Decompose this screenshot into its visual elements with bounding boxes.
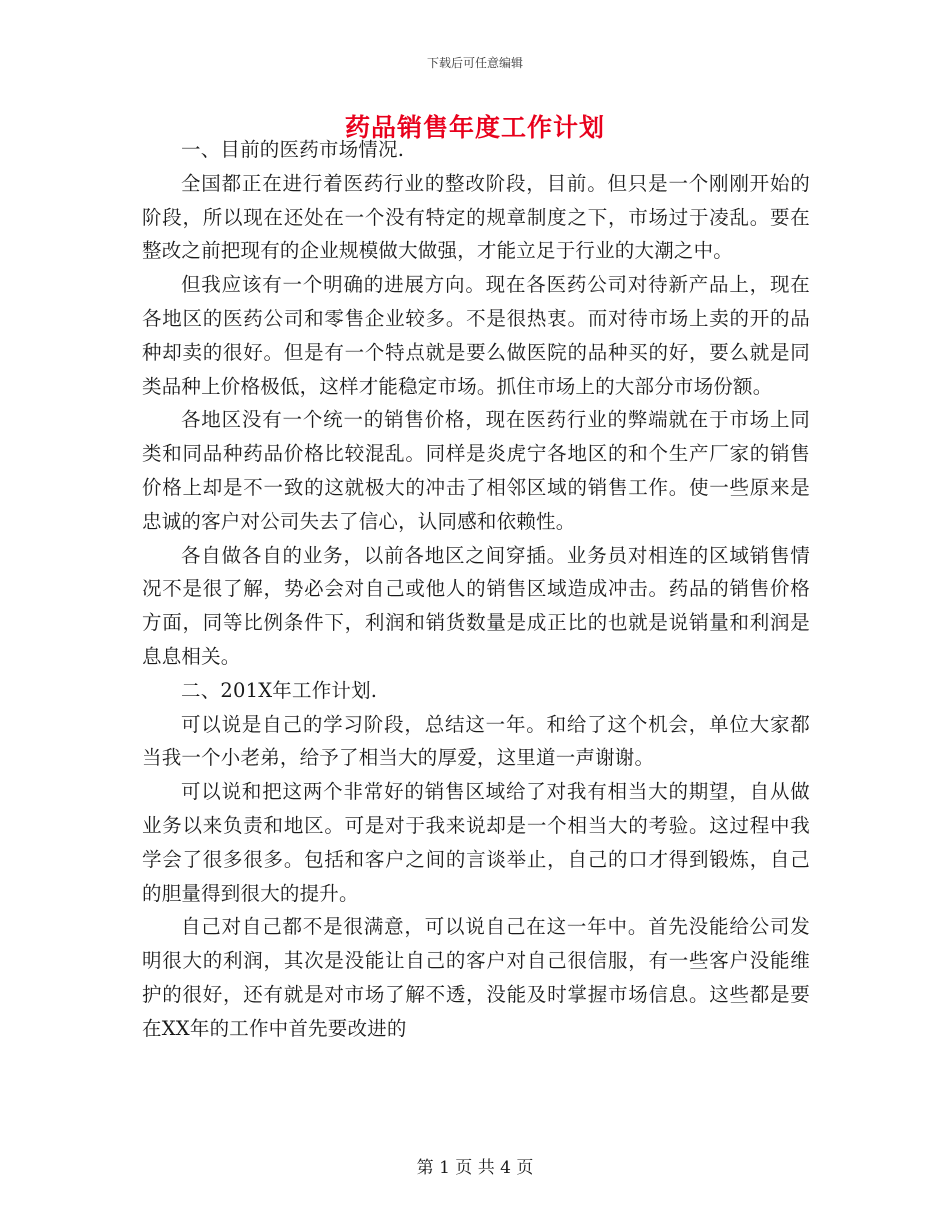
footer-middle: 页 共 [455,1158,495,1178]
paragraph: 自己对自己都不是很满意，可以说自己在这一年中。首先没能给公司发明很大的利润，其次是没能让自己的客户对自己很信服，有一些客户没能维护的很好，还有就是对市场了解不透，没能及时掌握市场信息。这些都是要在XX年的工作中首先要改进的 [142,915,810,1040]
paragraph: 全国都正在进行着医药行业的整改阶段，目前。但只是一个刚刚开始的阶段，所以现在还处在一个没有特定的规章制度之下，市场过于凌乱。要在整改之前把现有的企业规模做大做强，才能立足于行业的大潮之中。 [142,171,810,263]
footer-prefix: 第 [416,1158,434,1178]
document-body [142,133,810,1046]
paragraph: 可以说和把这两个非常好的销售区域给了对我有相当大的期望，自从做业务以来负责和地区。可是对于我来说却是一个相当大的考验。这过程中我学会了很多很多。包括和客户之间的言谈举止，自己的口才得到锻炼，自己的胆量得到很大的提升。 [142,780,810,905]
paragraph: 各地区没有一个统一的销售价格，现在医药行业的弊端就在于市场上同类和同品种药品价格比较混乱。同样是炎虎宁各地区的和个生产厂家的销售价格上却是不一致的这就极大的冲击了相邻区域的销售工作。使一些原来是忠诚的客户对公司失去了信心，认同感和依赖性。 [142,408,810,533]
footer-total-pages: 4 [500,1158,511,1178]
paragraph: 可以说是自己的学习阶段，总结这一年。和给了这个机会，单位大家都当我一个小老弟，给予了相当大的厚爱，这里道一声谢谢。 [142,712,810,770]
footer-suffix: 页 [516,1158,534,1178]
section-heading-1: 一、目前的医药市场情况. [181,138,405,161]
header-note: 下载后可任意编辑 [426,56,523,70]
page-number-footer [0,1153,950,1178]
footer-current-page: 1 [439,1158,450,1178]
section-heading-2: 二、201X年工作计划. [181,678,378,702]
document-title: 药品销售年度工作计划 [344,113,605,142]
paragraph: 但我应该有一个明确的进展方向。现在各医药公司对待新产品上，现在各地区的医药公司和零售企业较多。不是很热衷。而对待市场上卖的开的品种却卖的很好。但是有一个特点就是要么做医院的品种买的好，要么就是同类品种上价格极低，这样才能稳定市场。抓住市场上的大部分市场份额。 [142,273,810,398]
paragraph: 各自做各自的业务，以前各地区之间穿插。业务员对相连的区域销售情况不是很了解，势必会对自己或他人的销售区域造成冲击。药品的销售价格方面，同等比例条件下，利润和销货数量是成正比的也就是说销量和利润是息息相关。 [142,543,810,668]
